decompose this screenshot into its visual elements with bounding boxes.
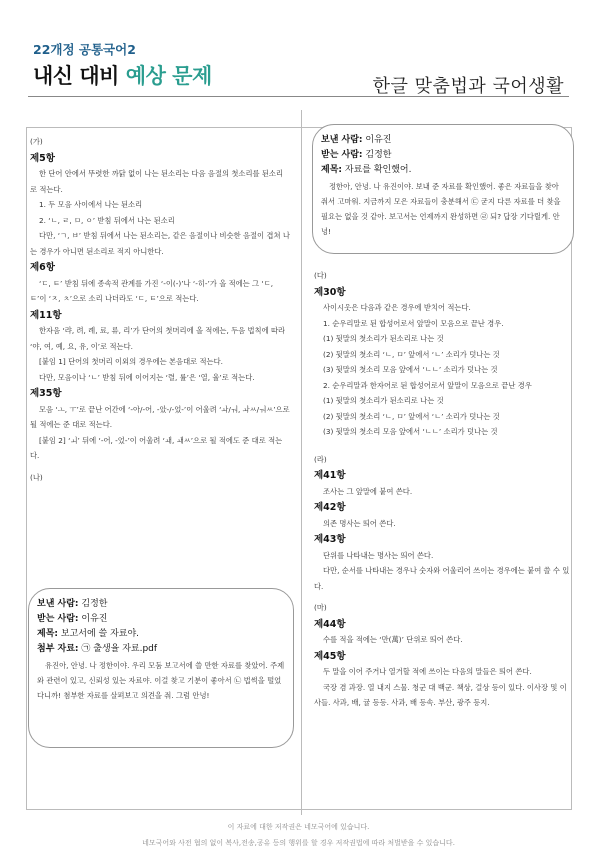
passage-mark-ra: (라) xyxy=(314,454,327,464)
email-sender-row: 보낸 사람: 이유진 xyxy=(321,135,392,145)
passage-mark-ma: (마) xyxy=(314,603,327,612)
article-35-title: 제35항 xyxy=(30,388,62,399)
article-30-item2: 2. 순우리말과 한자어로 된 합성어로서 앞말이 모음으로 끝난 경우 xyxy=(323,380,532,390)
email-subject-row: 제목: 보고서에 쓸 자료야. xyxy=(37,629,140,639)
title-main: 내신 대비 xyxy=(33,64,126,88)
article-41-p1: 조사는 그 앞말에 붙여 쓴다. xyxy=(323,486,413,496)
email-card-jeonghan xyxy=(28,588,294,748)
article-30-item2c: (3) 뒷말의 첫소리 모음 앞에서 ‘ㄴㄴ’ 소리가 덧나는 것 xyxy=(323,427,498,436)
header-subtitle: 22개정 공통국어2 xyxy=(33,42,136,57)
article-11-p3: 다만, 모음이나 ‘ㄴ’ 받침 뒤에 이어지는 ‘렬, 률’은 ‘열, 율’로 적는다. xyxy=(39,372,255,382)
article-5-p2: 다만, ‘ㄱ, ㅂ’ 받침 뒤에서 나는 된소리는, 같은 음절이나 비슷한 음절이 겹쳐 나는 경우가 아니면 된소리로 적지 아니한다. xyxy=(30,231,290,256)
article-6-title: 제6항 xyxy=(30,262,55,273)
article-35-p2: [붙임 2] ‘ㅚ’ 뒤에 ‘-어, -었-’이 어울려 ‘ㅙ, ㅙㅆ’으로 될 적에도 준 대로 적는다. xyxy=(30,435,283,460)
copyright-line-1: 이 자료에 대한 저작권은 네모국어에 있습니다. xyxy=(227,823,370,831)
passage-mark-ga: (가) xyxy=(30,137,43,146)
email-receiver: 이유진 xyxy=(81,614,108,624)
email-card-yujin xyxy=(312,124,574,254)
article-44-p1: 수를 적을 적에는 ‘만(萬)’ 단위로 띄어 쓴다. xyxy=(323,635,463,644)
article-30-title: 제30항 xyxy=(314,286,346,298)
email-receiver: 김정한 xyxy=(365,150,392,160)
article-5-item2: 2. ‘ㄴ, ㄹ, ㅁ, ㅇ’ 받침 뒤에서 나는 된소리 xyxy=(39,215,175,225)
header-rule xyxy=(28,96,569,97)
article-42-title: 제42항 xyxy=(314,502,346,513)
email-receiver-row: 받는 사람: 김정한 xyxy=(321,150,392,160)
email-subject: 자료를 확인했어. xyxy=(344,165,412,175)
email-attachment-row: 첨부 자료: ㉠ 출생율 자료.pdf xyxy=(37,644,158,654)
left-column xyxy=(30,134,290,485)
article-30-item1b: (2) 뒷말의 첫소리 ‘ㄴ, ㅁ’ 앞에서 ‘ㄴ’ 소리가 덧나는 것 xyxy=(323,349,500,359)
article-30-item1a: (1) 뒷말의 첫소리가 된소리로 나는 것 xyxy=(323,334,444,343)
article-41-title: 제41항 xyxy=(314,470,346,481)
article-45-p1: 두 말을 이어 주거나 열거할 적에 쓰이는 다음의 말들은 띄어 쓴다. xyxy=(323,667,532,676)
article-30-item2a: (1) 뒷말의 첫소리가 된소리로 나는 것 xyxy=(323,396,444,405)
article-45-p2: 국장 겸 과장. 열 내지 스물. 청군 대 백군. 책상, 걸상 등이 있다. 이사장 및 이사들. 사과, 배, 귤 등등. 사과, 배 등속. 부산, 광주 등지. xyxy=(314,682,567,707)
email-attachment: ㉠ 출생율 자료.pdf xyxy=(81,644,158,654)
article-30-item1c: (3) 뒷말의 첫소리 모음 앞에서 ‘ㄴㄴ’ 소리가 덧나는 것 xyxy=(323,365,498,374)
column-divider xyxy=(301,110,302,815)
article-43-title: 제43항 xyxy=(314,534,346,545)
article-30-item1: 1. 순우리말로 된 합성어로서 앞말이 모음으로 끝난 경우. xyxy=(323,318,504,328)
article-30-p1: 사이시옷은 다음과 같은 경우에 받치어 적는다. xyxy=(323,303,471,312)
email-sender: 이유진 xyxy=(365,135,392,145)
article-30-item2b: (2) 뒷말의 첫소리 ‘ㄴ, ㅁ’ 앞에서 ‘ㄴ’ 소리가 덧나는 것 xyxy=(323,411,500,421)
article-11-p2: [붙임 1] 단어의 첫머리 이외의 경우에는 본음대로 적는다. xyxy=(39,357,223,366)
email-receiver-row: 받는 사람: 이유진 xyxy=(37,614,108,624)
passage-mark-na: (나) xyxy=(30,472,43,482)
email-sender-row: 보낸 사람: 김정한 xyxy=(37,599,108,609)
article-44-title: 제44항 xyxy=(314,618,346,630)
article-5-title: 제5항 xyxy=(30,152,55,164)
unit-title: 한글 맞춤법과 국어생활 xyxy=(372,76,564,97)
right-column xyxy=(314,262,572,711)
article-43-p2: 다만, 순서를 나타내는 경우나 숫자와 어울리어 쓰이는 경우에는 붙여 쓸 수 있다. xyxy=(314,566,570,591)
article-6-p1: ‘ㄷ, ㅌ’ 받침 뒤에 종속적 관계를 가진 ‘-이(-)’나 ‘-히-’가 올 적에는 그 ‘ㄷ, ㅌ’이 ‘ㅈ, ㅊ’으로 소리 나더라도 ‘ㄷ, ㅌ’으로 적는다. xyxy=(30,278,274,303)
article-35-p1: 모음 ‘ㅗ, ㅜ’로 끝난 어간에 ‘-아/-어, -았-/-었-’이 어울려 ‘ㅘ/ㅝ, ㅘㅆ/ㅝㅆ’으로 될 적에는 준 대로 적는다. xyxy=(30,404,290,429)
email-body: 유진아, 안녕. 나 정한이야. 우리 모둠 보고서에 쓸 만한 자료를 찾았어. 주제와 관련이 있고, 신뢰성 있는 자료야. 이걸 찾고 기분이 좋아서 ㉡ 법썩을 떨었다니까! 첨부한 자료를 살펴보고 의견을 줘. 그럼 안녕! xyxy=(37,661,285,700)
passage-mark-da: (다) xyxy=(314,271,327,280)
copyright-line-2: 네모국어와 사전 협의 없이 복사,전송,공유 등의 행위를 할 경우 저작권법에 따라 처벌받을 수 있습니다. xyxy=(142,839,455,847)
email-sender: 김정한 xyxy=(81,599,108,609)
article-5-p1: 한 단어 안에서 뚜렷한 까닭 없이 나는 된소리는 다음 음절의 첫소리를 된소리로 적는다. xyxy=(30,169,284,194)
article-5-item1: 1. 두 모음 사이에서 나는 된소리 xyxy=(39,200,143,209)
title-highlight: 예상 문제 xyxy=(125,64,212,88)
email-body: 정한아, 안녕. 나 유진이야. 보내 준 자료를 확인했어. 좋은 자료들을 찾아 줘서 고마워. 지금까지 모은 자료들이 충분해서 ㉢ 굳지 다른 자료를 더 찾을 필요는 없을 것 같아. 보고서는 언제까지 완성하면 ㉣ 되? 답장 기다릴게. 안녕! xyxy=(321,182,561,236)
article-11-p1: 한자음 ‘랴, 려, 례, 료, 류, 리’가 단어의 첫머리에 올 적에는, 두음 법칙에 따라 ‘야, 여, 예, 요, 유, 이’로 적는다. xyxy=(30,326,286,351)
page-title xyxy=(33,60,212,90)
article-42-p1: 의존 명사는 띄어 쓴다. xyxy=(323,518,396,528)
article-43-p1: 단위를 나타내는 명사는 띄어 쓴다. xyxy=(323,550,434,560)
article-45-title: 제45항 xyxy=(314,650,346,662)
email-subject-row: 제목: 자료를 확인했어. xyxy=(321,165,412,175)
article-11-title: 제11항 xyxy=(30,309,62,321)
email-subject: 보고서에 쓸 자료야. xyxy=(60,629,140,639)
